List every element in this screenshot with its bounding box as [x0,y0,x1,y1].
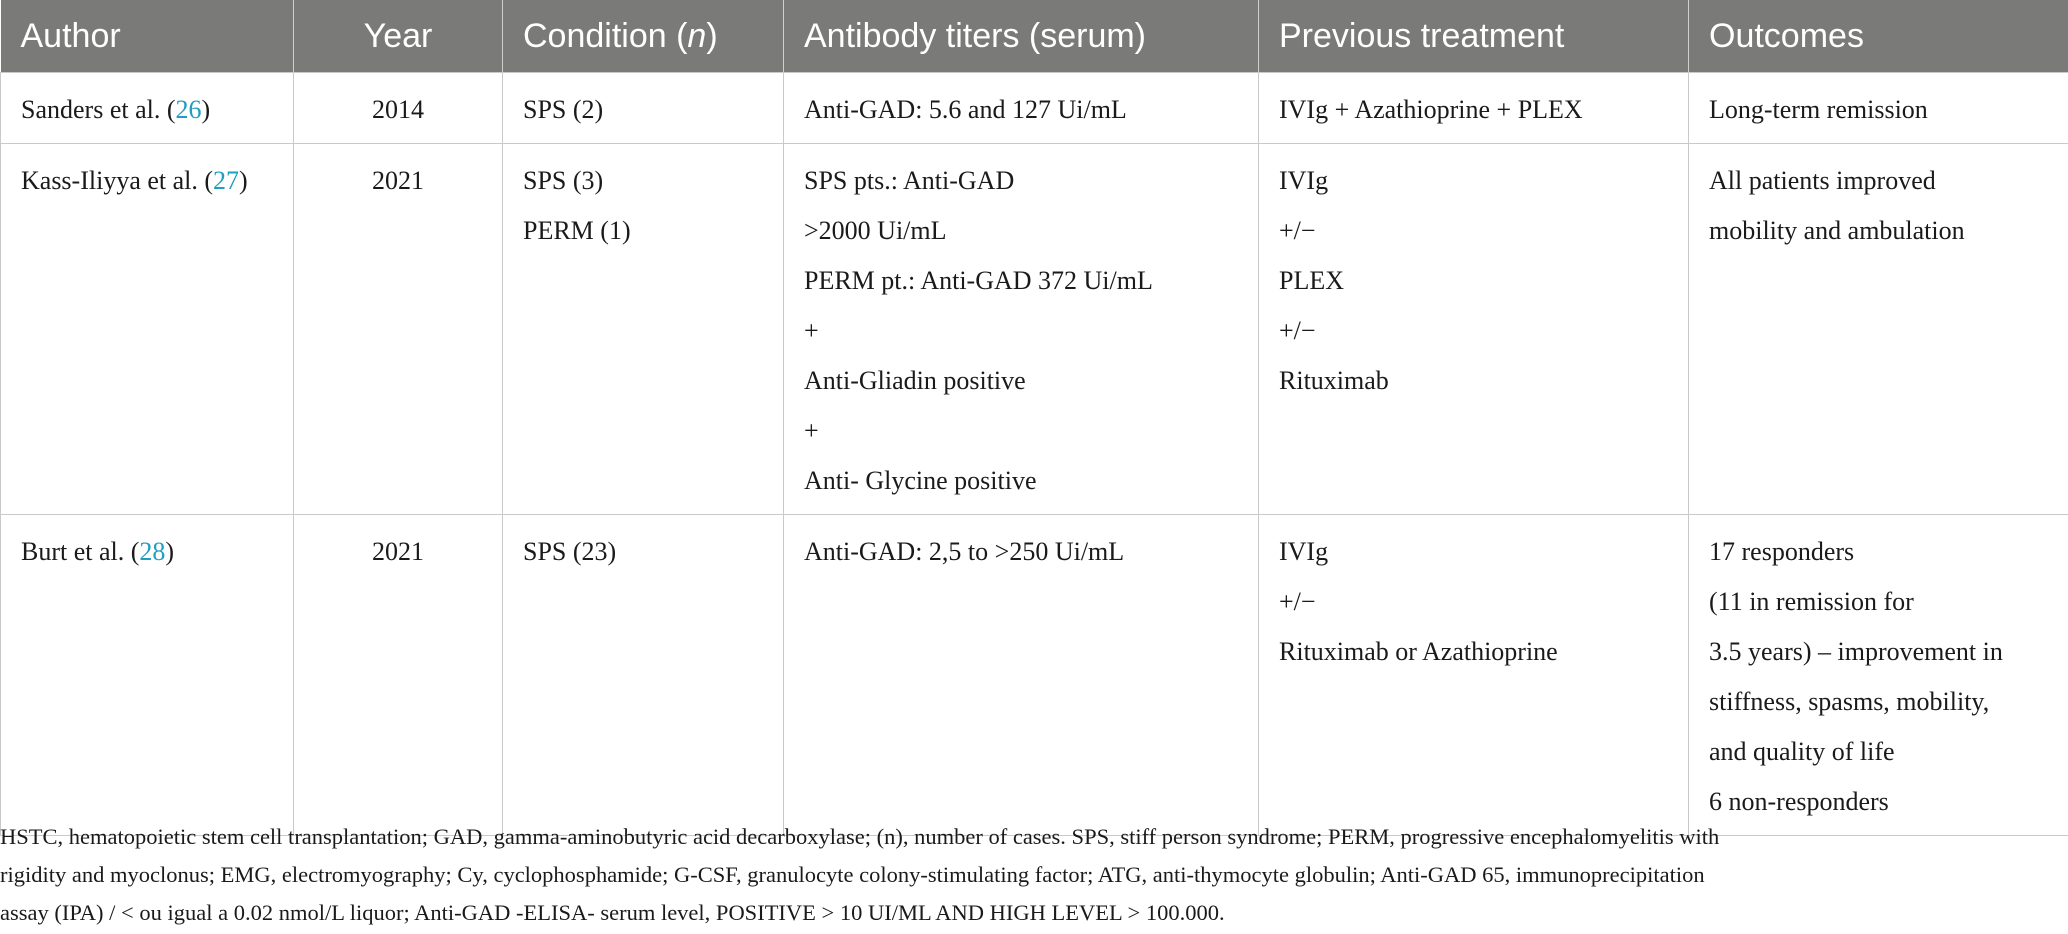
header-condition-suffix: ) [706,16,718,55]
outcomes-line: mobility and ambulation [1709,216,1965,245]
outcomes-line: All patients improved [1709,166,1936,195]
reference-link[interactable]: 27 [213,166,240,195]
footnote-line: rigidity and myoclonus; EMG, electromyography; Cy, cyclophosphamide; G-CSF, granulocyte colony-stimulating factor; ATG, anti-thymocyte globulin; Anti-GAD 65, immunoprecipitation [0,862,1705,887]
treatment-line: Rituximab or Azathioprine [1279,637,1558,666]
header-year: Year [294,0,503,73]
treatment-line: Rituximab [1279,366,1389,395]
table-row [1,515,2068,836]
author-paren: ) [239,166,248,195]
treatment-line: +/− [1279,316,1316,345]
antibody-line: + [804,416,819,445]
cell-antibody [784,73,1259,144]
author-name: Kass-Iliyya et al. ( [21,166,214,195]
condition-line: PERM (1) [523,216,631,245]
antibody-line: PERM pt.: Anti-GAD 372 Ui/mL [804,266,1153,295]
cell-year: 2014 [294,73,503,144]
cell-treatment [1259,144,1689,515]
author-name: Burt et al. ( [21,537,140,566]
condition-line: SPS (3) [523,166,604,195]
header-treatment: Previous treatment [1259,0,1689,73]
condition-line: SPS (23) [523,537,617,566]
cell-antibody [784,515,1259,836]
cell-condition [503,73,784,144]
antibody-line: + [804,316,819,345]
author-paren: ) [165,537,175,566]
outcomes-line: stiffness, spasms, mobility, [1709,687,1990,716]
treatment-line: IVIg + Azathioprine + PLEX [1279,95,1583,124]
author-name: Sanders et al. ( [21,95,176,124]
footnote-line: HSTC, hematopoietic stem cell transplantation; GAD, gamma-aminobutyric acid decarboxylase; (n), number of cases. SPS, stiff person syndrome; PERM, progressive encephalomyelitis with [0,824,1720,849]
footnote-line: assay (IPA) / < ou igual a 0.02 nmol/L liquor; Anti-GAD -ELISA- serum level, POSITIVE > 10 UI/ML AND HIGH LEVEL > 100.000. [0,900,1225,925]
cell-treatment [1259,515,1689,836]
table-footnote [0,818,2058,932]
header-outcomes: Outcomes [1689,0,2068,73]
header-antibody: Antibody titers (serum) [784,0,1259,73]
treatment-line: IVIg [1279,166,1329,195]
cell-author [1,73,294,144]
cell-treatment [1259,73,1689,144]
header-author: Author [1,0,294,73]
cell-condition [503,144,784,515]
outcomes-line: 3.5 years) – improvement in [1709,637,2003,666]
reference-link[interactable]: 26 [175,95,202,124]
cell-outcomes [1689,515,2068,836]
condition-line: SPS (2) [523,95,604,124]
cell-condition [503,515,784,836]
treatment-line: +/− [1279,216,1316,245]
cell-author [1,515,294,836]
outcomes-line: 6 non-responders [1709,787,1889,816]
cell-outcomes [1689,144,2068,515]
outcomes-line: Long-term remission [1709,95,1928,124]
header-condition-n: n [687,16,707,55]
reference-link[interactable]: 28 [139,537,166,566]
header-row [1,0,2068,73]
header-condition [503,0,784,73]
antibody-line: Anti-GAD: 2,5 to >250 Ui/mL [804,537,1125,566]
treatment-line: PLEX [1279,266,1344,295]
author-paren: ) [201,95,211,124]
outcomes-line: (11 in remission for [1709,587,1914,616]
antibody-line: Anti- Glycine positive [804,466,1037,495]
antibody-line: >2000 Ui/mL [804,216,947,245]
treatment-line: +/− [1279,587,1316,616]
header-condition-prefix: Condition ( [523,16,688,55]
antibody-line: Anti-Gliadin positive [804,366,1026,395]
outcomes-line: 17 responders [1709,537,1855,566]
cell-author [1,144,294,515]
treatment-line: IVIg [1279,537,1329,566]
cell-year: 2021 [294,144,503,515]
antibody-line: SPS pts.: Anti-GAD [804,166,1015,195]
table-row [1,73,2068,144]
cell-antibody [784,144,1259,515]
antibody-line: Anti-GAD: 5.6 and 127 Ui/mL [804,95,1127,124]
table-row [1,144,2068,515]
outcomes-line: and quality of life [1709,737,1895,766]
cell-year: 2021 [294,515,503,836]
cell-outcomes [1689,73,2068,144]
